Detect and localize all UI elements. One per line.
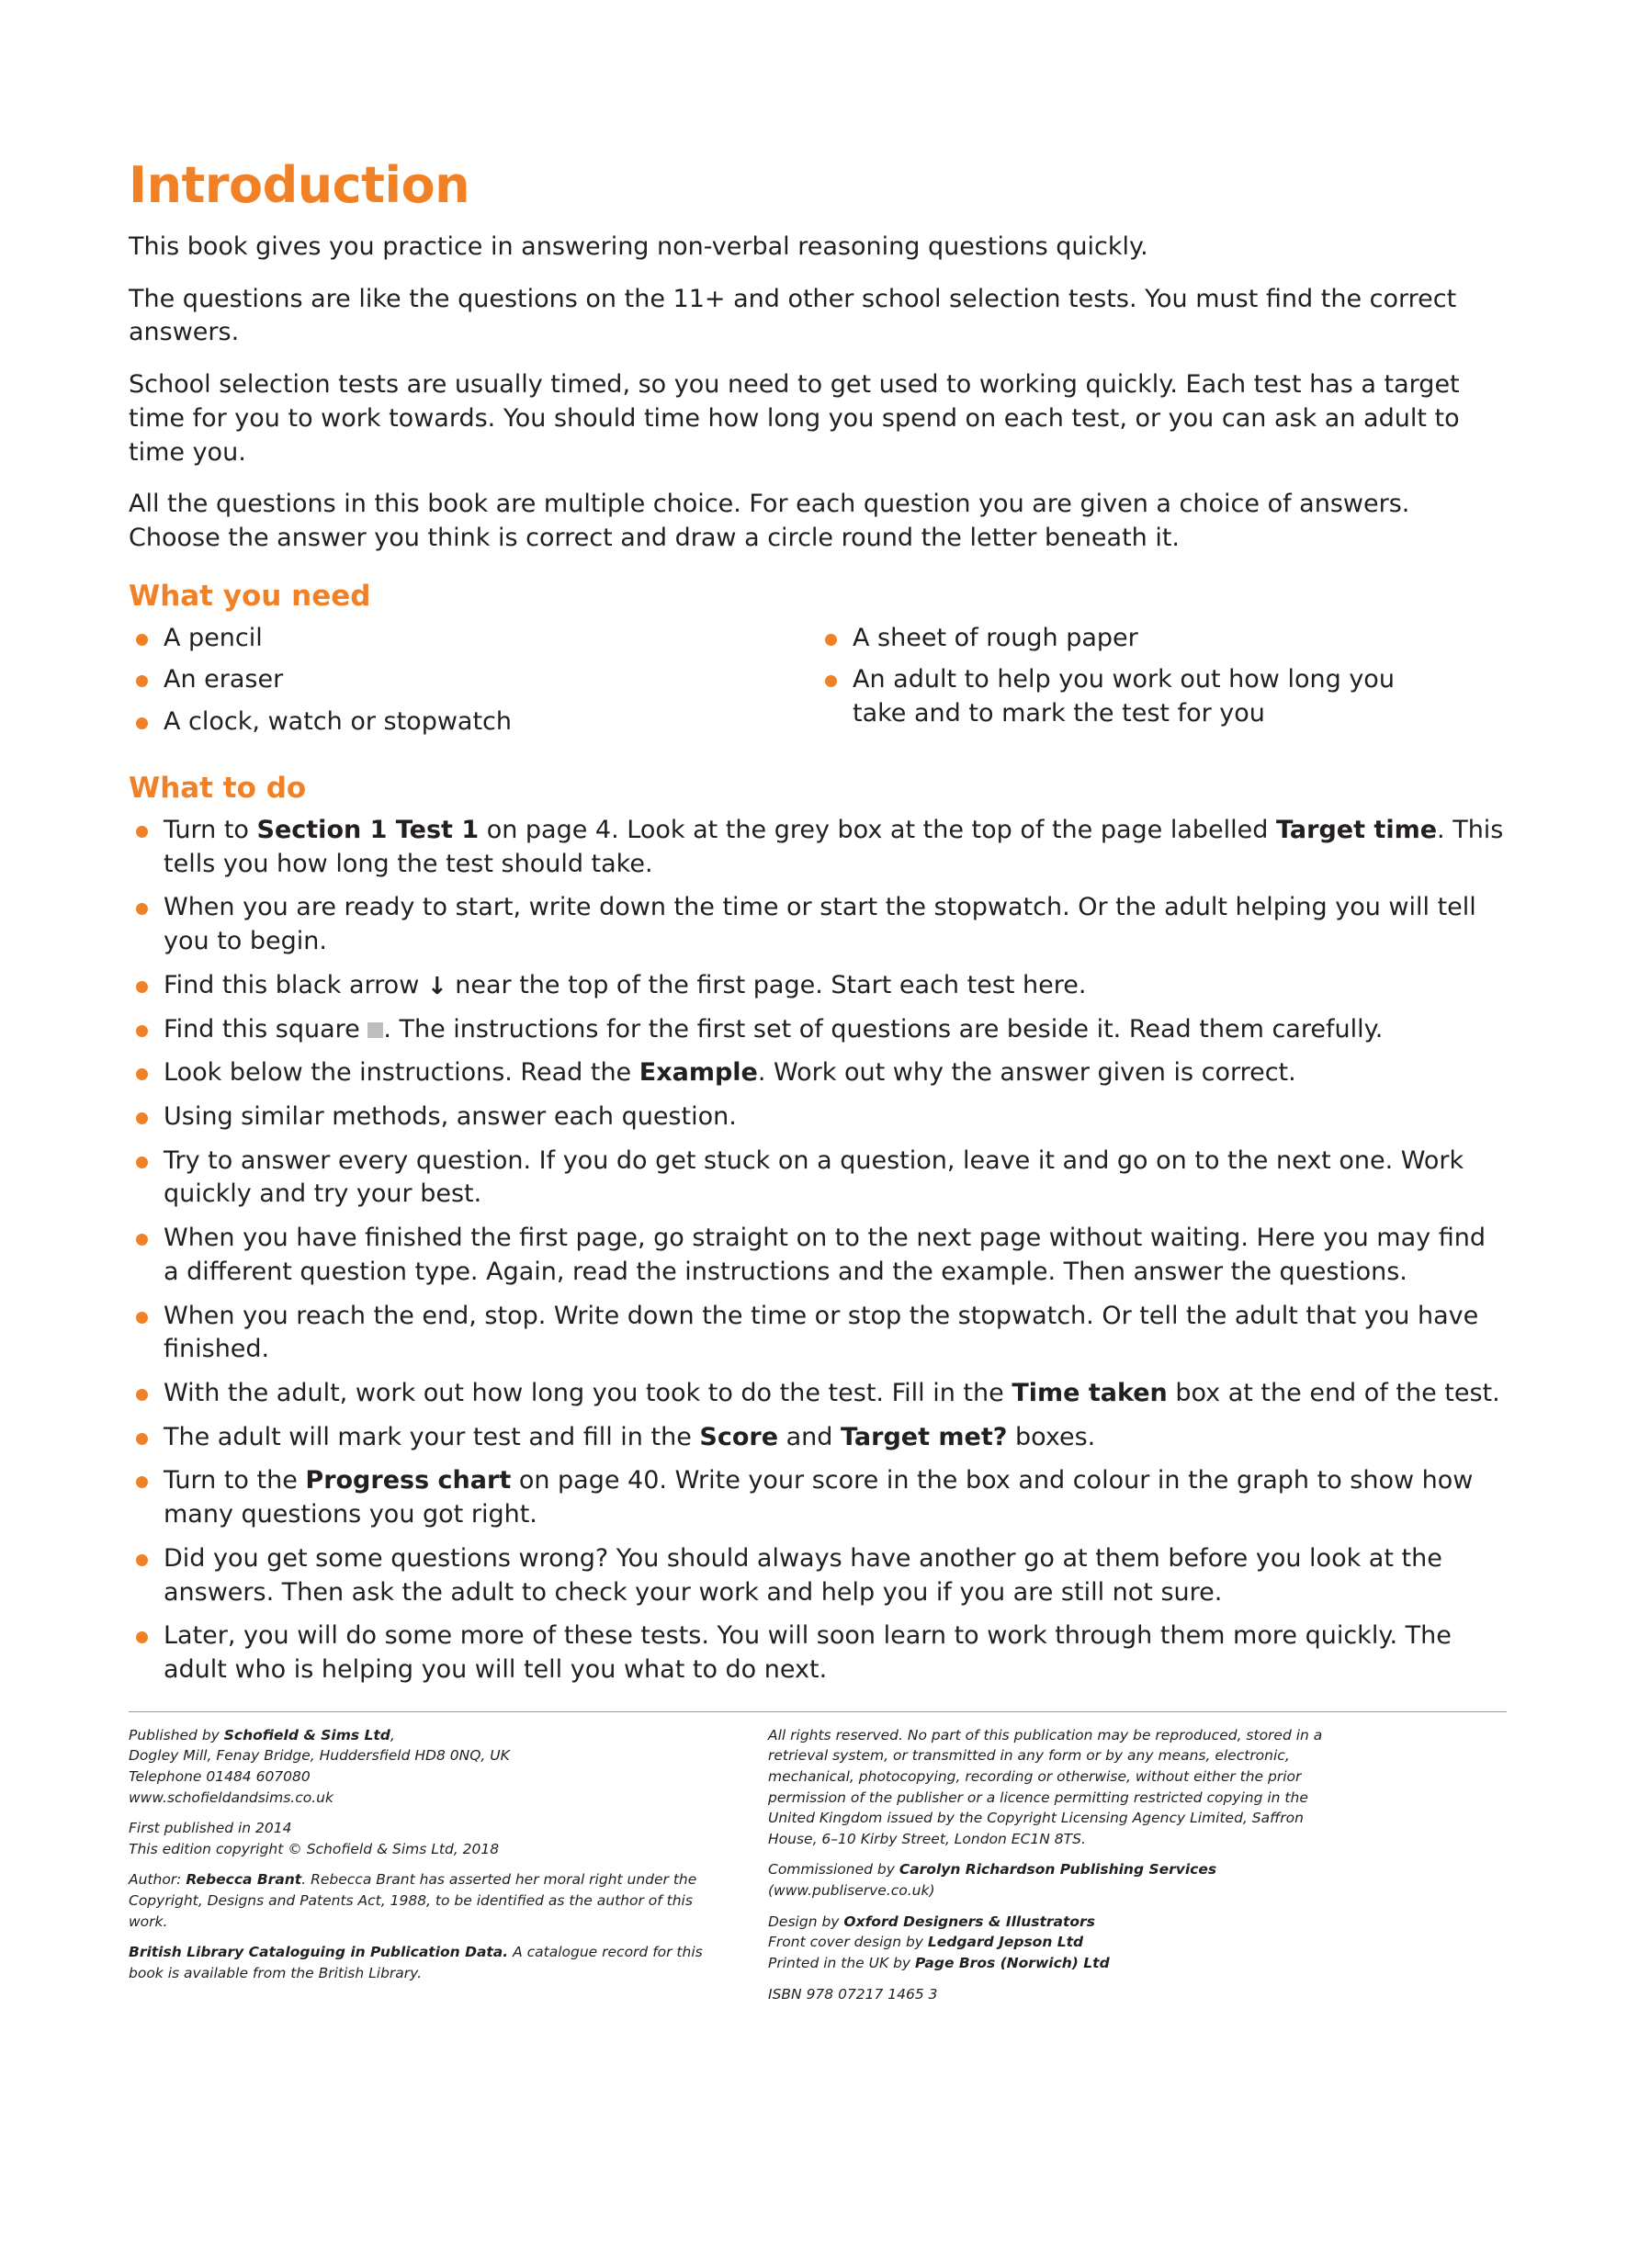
intro-paragraphs	[129, 231, 1507, 556]
colophon	[129, 1725, 1507, 2015]
emphasis-text: Carolyn Richardson Publishing Services	[899, 1861, 1217, 1879]
emphasis-text: Rebecca Brant	[186, 1871, 302, 1889]
what-you-need-left-list	[129, 622, 763, 739]
list-item: A pencil	[129, 622, 763, 656]
emphasis-text: Progress chart	[305, 1466, 512, 1495]
colophon-right-column	[768, 1725, 1356, 2015]
list-item: When you reach the end, stop. Write down the time or stop the stopwatch. Or tell the adult that you have finished.	[129, 1300, 1505, 1367]
emphasis-text: Time taken	[1012, 1378, 1168, 1407]
list-item: Using similar methods, answer each question.	[129, 1100, 1505, 1134]
what-to-do-heading: What to do	[129, 771, 307, 805]
colophon-block: Design by Oxford Designers & Illustrators Front cover design by Ledgard Jepson Ltd Printed in the UK by Page Bros (Norwich) Ltd	[768, 1913, 1110, 1971]
emphasis-text: British Library Cataloguing in Publication Data.	[129, 1944, 509, 1961]
what-you-need-heading: What you need	[129, 579, 371, 613]
colophon-block: Author: Rebecca Brant. Rebecca Brant has asserted her moral right under the Copyright, Designs and Patents Act, 1988, to be identified as the author of this work.	[129, 1871, 697, 1930]
emphasis-text: Score	[699, 1422, 779, 1451]
grey-square-icon	[367, 1022, 383, 1038]
emphasis-text: Example	[639, 1058, 758, 1088]
list-item: An adult to help you work out how long you take and to mark the test for you	[818, 663, 1452, 730]
list-item: With the adult, work out how long you took to do the test. Fill in the Time taken box at the end of the test.	[129, 1377, 1505, 1411]
list-item: Later, you will do some more of these tests. You will soon learn to work through them more quickly. The adult who is helping you will tell you what to do next.	[129, 1619, 1505, 1687]
emphasis-text: Schofield & Sims Ltd	[223, 1726, 390, 1743]
list-item: Find this black arrow ↓ near the top of the first page. Start each test here.	[129, 969, 1505, 1003]
what-to-do-list	[129, 814, 1507, 1687]
page-title: Introduction	[129, 156, 470, 214]
intro-paragraph: This book gives you practice in answering non-verbal reasoning questions quickly.	[129, 232, 1148, 261]
colophon-block: ISBN 978 07217 1465 3	[768, 1985, 938, 2003]
colophon-block: First published in 2014 This edition copyright © Schofield & Sims Ltd, 2018	[129, 1820, 500, 1857]
list-item: Try to answer every question. If you do get stuck on a question, leave it and go on to the next one. Work quickly and try your best.	[129, 1145, 1505, 1212]
emphasis-text: Target met?	[841, 1422, 1008, 1451]
intro-paragraph: All the questions in this book are multiple choice. For each question you are given a choice of answers. Choose the answer you think is correct and draw a circle round the letter beneath it.	[129, 490, 1410, 553]
colophon-block: British Library Cataloguing in Publication Data. A catalogue record for this book is available from the British Library.	[129, 1944, 703, 1981]
list-item: Did you get some questions wrong? You should always have another go at them before you look at the answers. Then ask the adult to check your work and help you if you are still not sure.	[129, 1542, 1505, 1609]
list-item: The adult will mark your test and fill in the Score and Target met? boxes.	[129, 1421, 1505, 1455]
list-item: Look below the instructions. Read the Example. Work out why the answer given is correct.	[129, 1056, 1505, 1090]
list-item: When you are ready to start, write down the time or start the stopwatch. Or the adult helping you will tell you to begin.	[129, 891, 1505, 958]
colophon-left-column	[129, 1725, 717, 2015]
intro-paragraph: The questions are like the questions on the 11+ and other school selection tests. You must find the correct answers.	[129, 284, 1457, 347]
list-item: A sheet of rough paper	[818, 622, 1452, 656]
what-you-need-right-list	[818, 622, 1452, 731]
colophon-block: Commissioned by Carolyn Richardson Publishing Services (www.publiserve.co.uk)	[768, 1861, 1217, 1900]
what-you-need-lists	[129, 622, 1507, 748]
down-arrow-icon: ↓	[426, 972, 447, 1000]
intro-paragraph: School selection tests are usually timed, so you need to get used to working quickly. Each test has a target time for you to work towards. You should time how long you spend on each test, or you can ask an adult to time you.	[129, 370, 1460, 467]
what-you-need-right-column	[818, 622, 1452, 748]
emphasis-text: Oxford Designers & Illustrators	[843, 1913, 1095, 1930]
list-item: Turn to the Progress chart on page 40. Write your score in the box and colour in the graph to show how many questions you got right.	[129, 1464, 1505, 1531]
emphasis-text: Ledgard Jepson Ltd	[927, 1934, 1084, 1951]
footer-divider	[129, 1711, 1507, 1712]
emphasis-text: Page Bros (Norwich) Ltd	[915, 1954, 1110, 1971]
emphasis-text: Section 1 Test 1	[256, 815, 480, 844]
page-content	[129, 156, 1507, 2014]
list-item: Turn to Section 1 Test 1 on page 4. Look at the grey box at the top of the page labelled Target time. This tells you how long the test should take.	[129, 814, 1505, 881]
list-item: When you have finished the first page, go straight on to the next page without waiting. Here you may find a different question type. Again, read the instructions and the example. Then answer the questions.	[129, 1222, 1505, 1289]
list-item: Find this square . The instructions for the first set of questions are beside it. Read them carefully.	[129, 1013, 1505, 1047]
colophon-block: All rights reserved. No part of this publication may be reproduced, stored in a retrieval system, or transmitted in any form or by any means, electronic, mechanical, photocopying, recording or otherwise, without either the prior permission of the publisher or a licence permitting restricted copying in the United Kingdom issued by the Copyright Licensing Agency Limited, Saffron House, 6–10 Kirby Street, London EC1N 8TS.	[768, 1726, 1323, 1847]
colophon-block: Published by Schofield & Sims Ltd, Dogley Mill, Fenay Bridge, Huddersfield HD8 0NQ, UK Telephone 01484 607080 www.schofieldandsims.co.uk	[129, 1726, 510, 1806]
list-item: An eraser	[129, 663, 763, 697]
list-item: A clock, watch or stopwatch	[129, 705, 763, 739]
what-you-need-left-column	[129, 622, 763, 748]
emphasis-text: Target time	[1276, 815, 1438, 844]
